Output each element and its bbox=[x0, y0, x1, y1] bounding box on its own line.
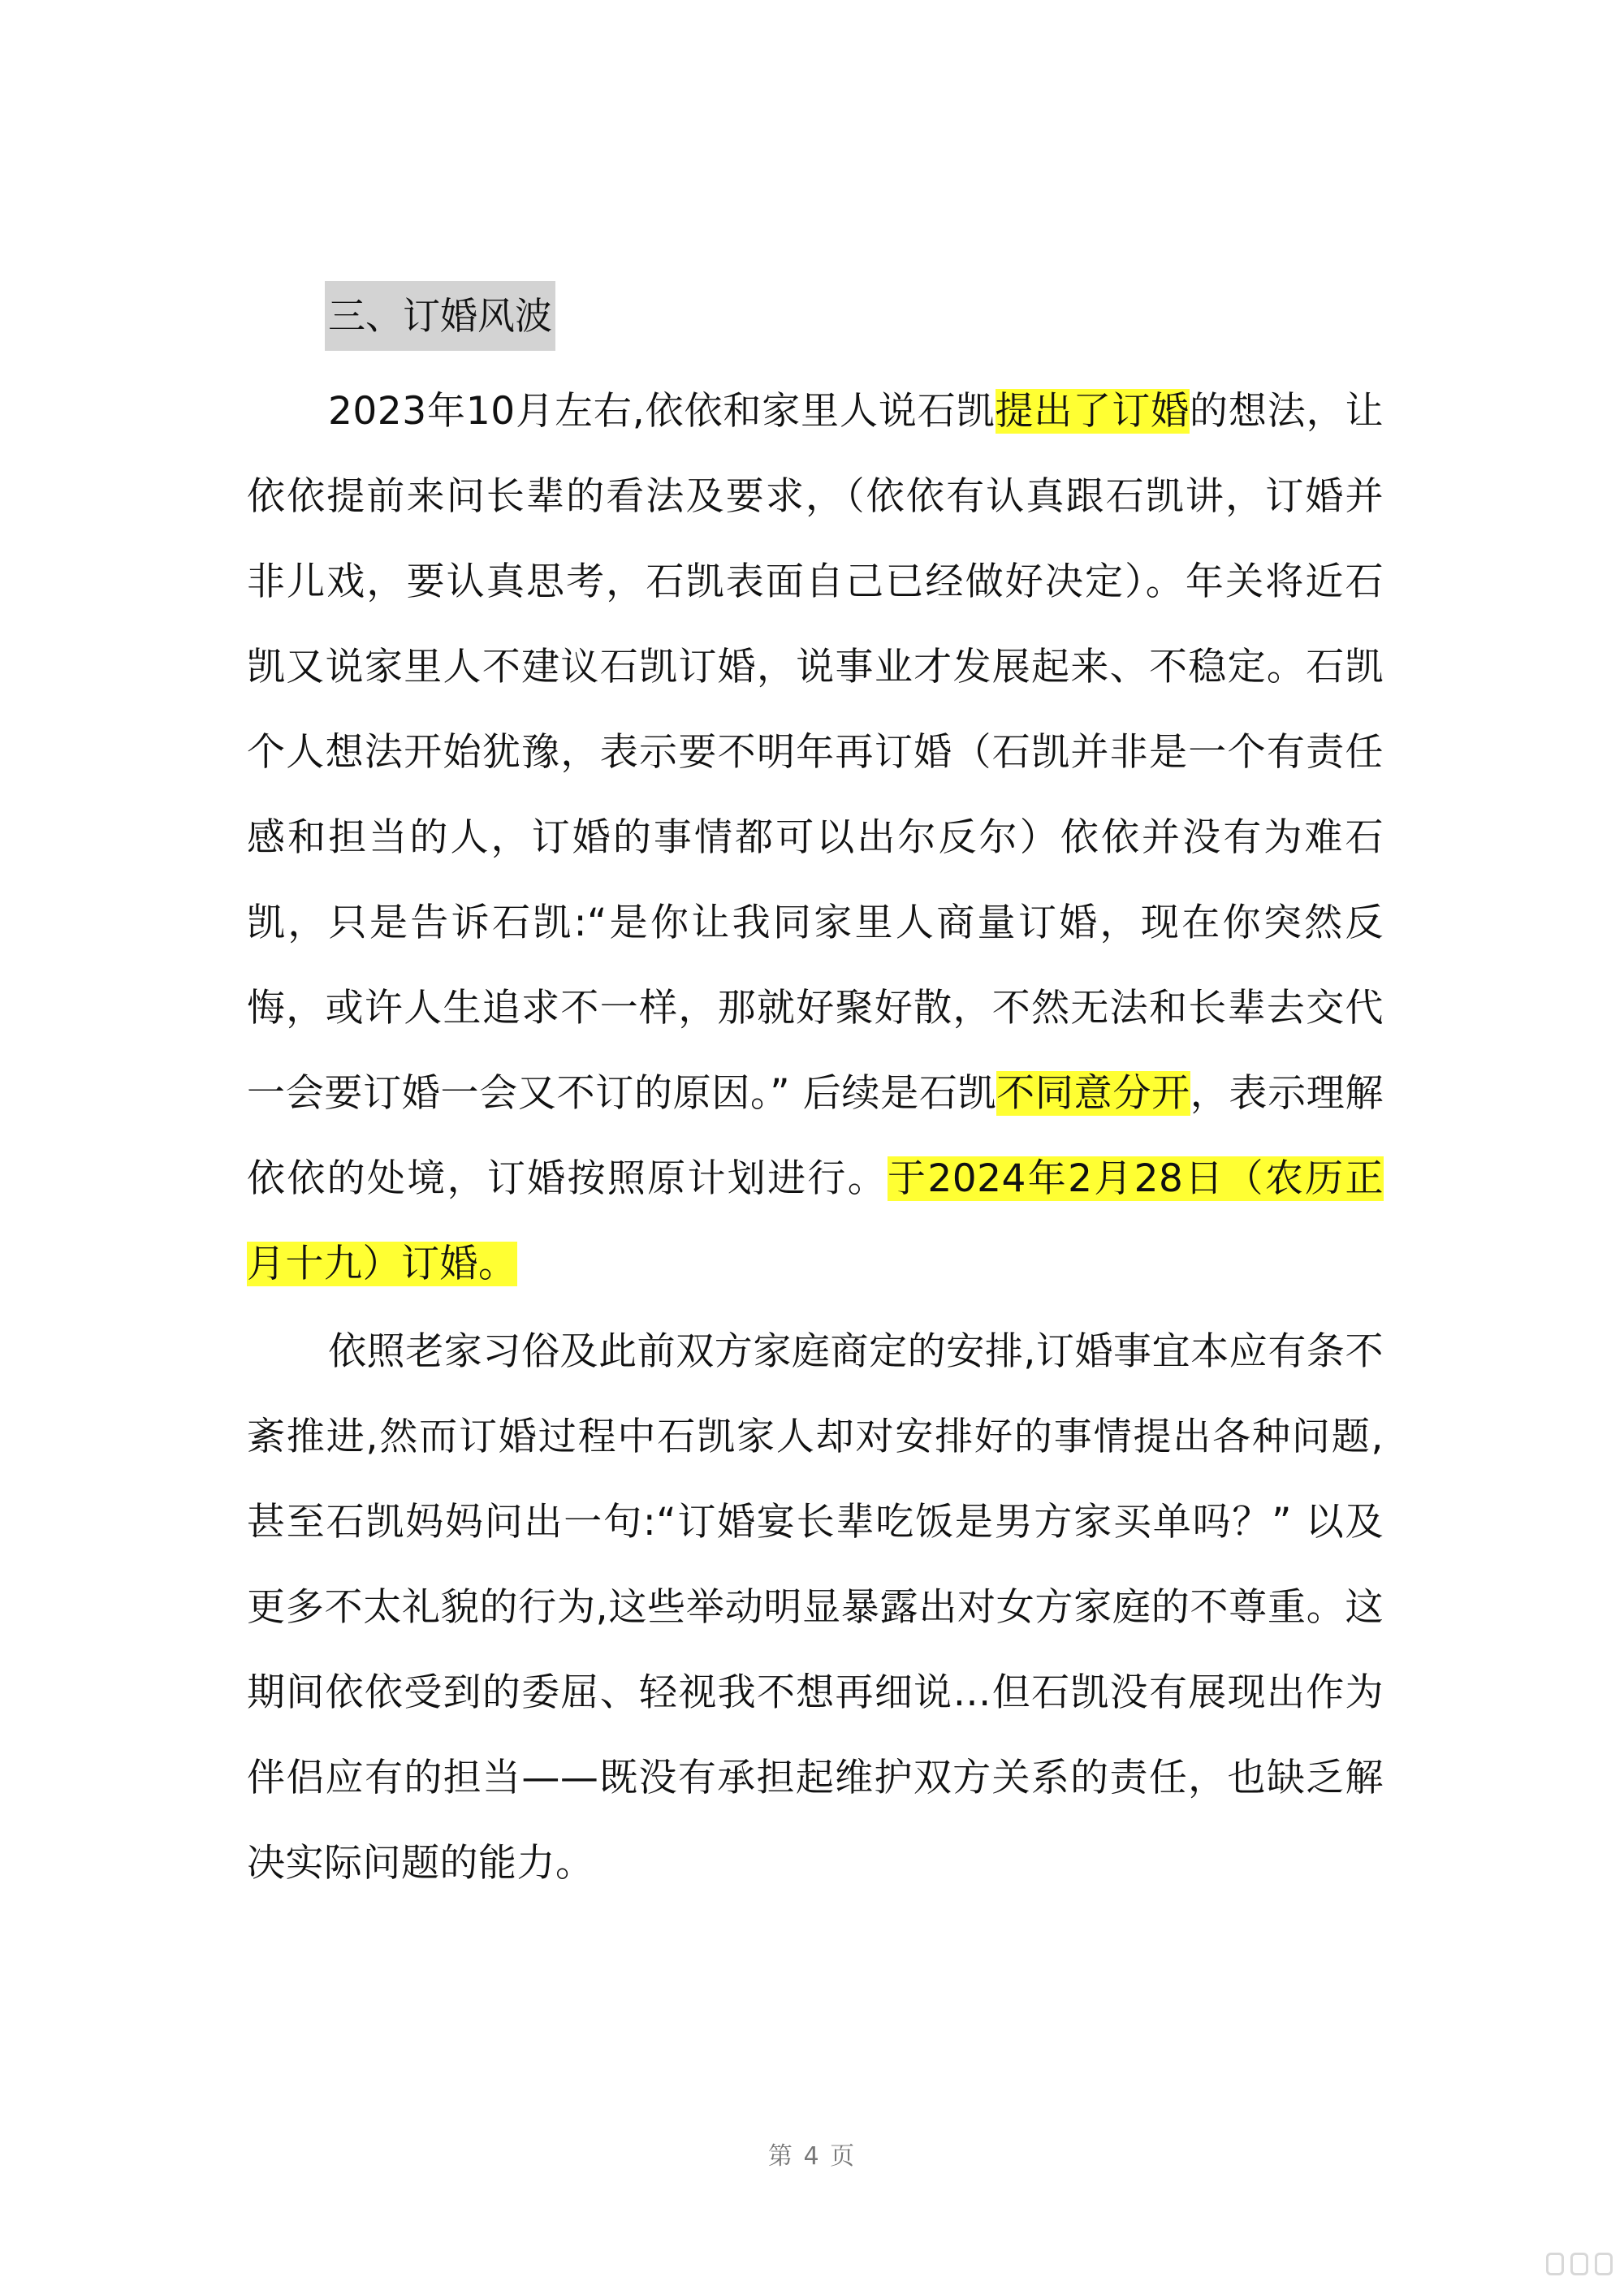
paragraph1-part1: 2023年10月左右,依依和家里人说石凯 bbox=[328, 389, 996, 434]
highlight-disagree-separate: 不同意分开 bbox=[996, 1071, 1190, 1116]
paragraph1-part3: ，表示理解依依的处境，订婚按照原计划进行。 bbox=[247, 1071, 1384, 1201]
paragraph2-text: 依照老家习俗及此前双方家庭商定的安排,订婚事宜本应有条不紊推进,然而订婚过程中石凯家人却对安排好的事情提出各种问题,甚至石凯妈妈问出一句:“订婚宴长辈吃饭是男方家买单吗？” 以及更多不太礼貌的行为,这些举动明显暴露出对女方家庭的不尊重。这期间依依受到的委屈、轻视我不想再细说…但石凯没有展现出作为伴侣应有的担当——既没有承担起维护双方关系的责任，也缺乏解决实际问题的能力。 bbox=[247, 1329, 1384, 1886]
highlight-engagement-date: 于2024年2月28日（农历正月十九）订婚。 bbox=[247, 1156, 1384, 1286]
watermark-box-icon bbox=[1546, 2253, 1564, 2275]
paragraph1-part2: 的想法，让依依提前来问长辈的看法及要求，（依依有认真跟石凯讲，订婚并非儿戏，要认真思考，石凯表面自己已经做好决定）。年关将近石凯又说家里人不建议石凯订婚，说事业才发展起来、不稳定。石凯个人想法开始犹豫，表示要不明年再订婚（石凯并非是一个有责任感和担当的人，订婚的事情都可以出尔反尔）依依并没有为难石凯，只是告诉石凯:“是你让我同家里人商量订婚，现在你突然反悔，或许人生追求不一样，那就好聚好散，不然无法和长辈去交代一会要订婚一会又不订的原因。” 后续是石凯 bbox=[247, 389, 1384, 1116]
paragraph-engagement-process bbox=[247, 1309, 1384, 1906]
watermark-icon bbox=[1483, 2248, 1613, 2280]
paragraph-engagement-proposal bbox=[247, 369, 1384, 1307]
page-number: 第 4 页 bbox=[767, 2142, 857, 2171]
section-heading: 三、订婚风波 bbox=[325, 281, 555, 351]
watermark-box-icon bbox=[1570, 2253, 1588, 2275]
highlight-proposed-engagement: 提出了订婚 bbox=[995, 389, 1190, 434]
watermark-box-icon bbox=[1595, 2253, 1613, 2275]
